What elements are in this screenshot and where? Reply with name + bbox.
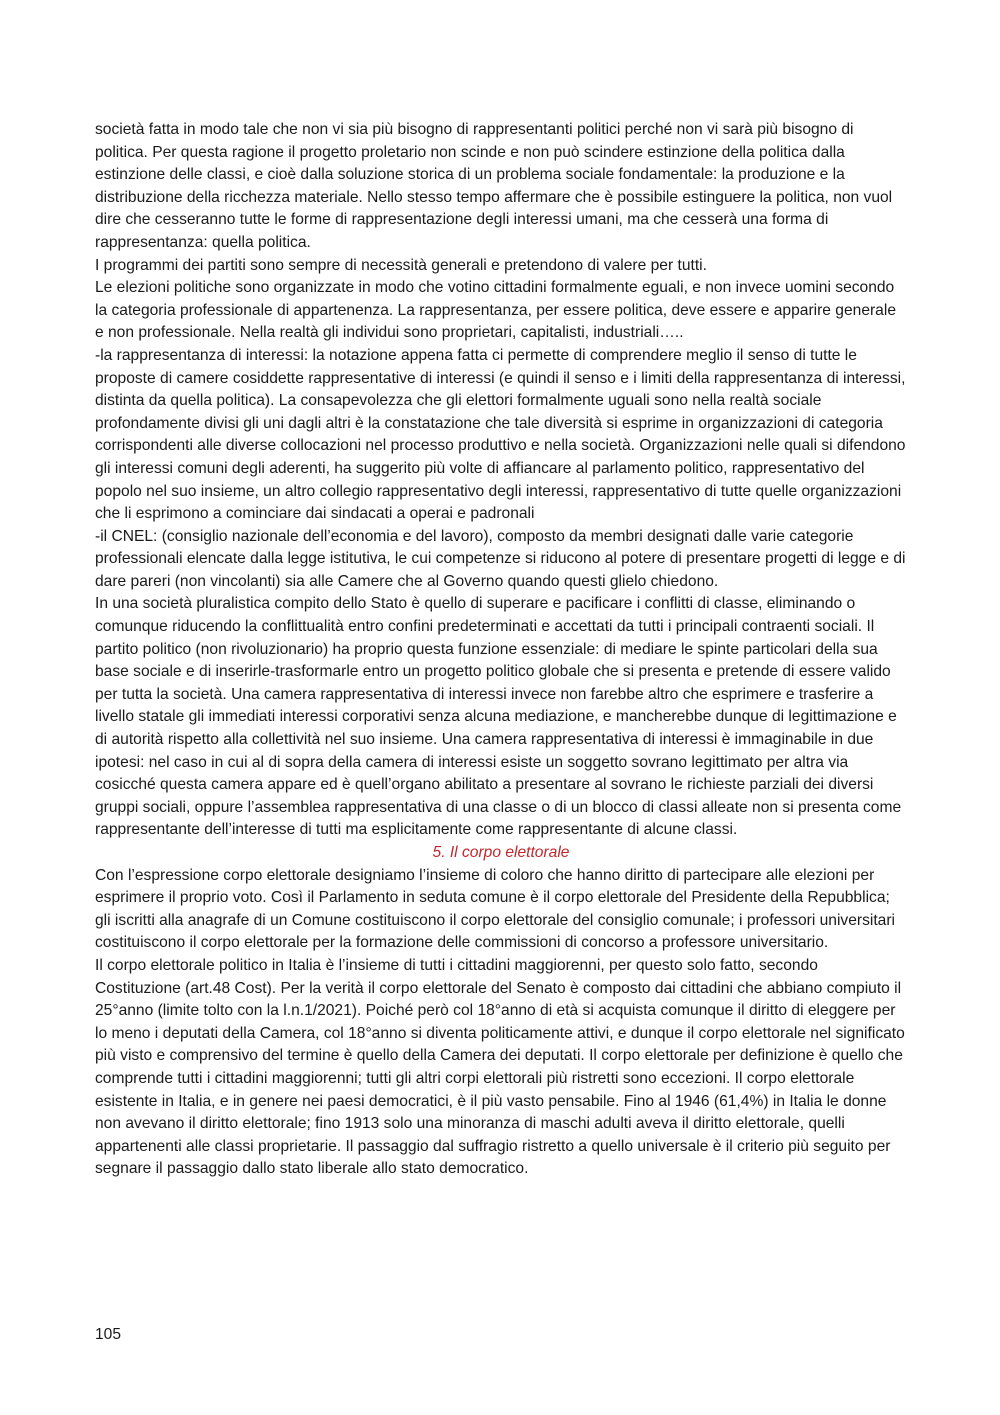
paragraph: -la rappresentanza di interessi: la notazione appena fatta ci permette di comprendere meglio il senso di tutte le proposte di camere cosiddette rappresentative di interessi (e quindi il senso e i limiti della rappresentanza di interessi, distinta da quella politica). La consapevolezza che gli elettori formalmente uguali sono nella realtà sociale profondamente divisi gli uni dagli altri è la constatazione che tale diversità si esprime in organizzazioni di categoria corrispondenti alle diverse collocazioni nel processo produttivo e nella società. Organizzazioni nelle quali si difendono gli interessi comuni degli aderenti, ha suggerito più volte di affiancare al parlamento politico, rappresentativo del popolo nel suo insieme, un altro collegio rappresentativo degli interessi, rappresentativo di tutte quelle organizzazioni che li esprimono a cominciare dai sindacati a operai e padronali	[95, 346, 906, 523]
paragraph: Le elezioni politiche sono organizzate in modo che votino cittadini formalmente eguali, e non invece uomini secondo la categoria professionale di appartenenza. La rappresentanza, per essere politica, deve essere e apparire generale e non professionale. Nella realtà gli individui sono proprietari, capitalisti, industriali…..	[95, 279, 896, 342]
paragraph: Con l’espressione corpo elettorale designiamo l’insieme di coloro che hanno diritto di partecipare alle elezioni per esprimere il proprio voto. Così il Parlamento in seduta comune è il corpo elettorale del Presidente della Repubblica; gli iscritti alla anagrafe di un Comune costituiscono il corpo elettorale del consiglio comunale; i professori universitari costituiscono il corpo elettorale per la formazione delle commissioni di concorso a professore universitario.	[95, 866, 896, 952]
page-number: 105	[95, 1326, 122, 1343]
paragraph: -il CNEL: (consiglio nazionale dell’economia e del lavoro), composto da membri designati dalle varie categorie professionali elencate dalla legge istitutiva, le cui competenze si riducono al potere di presentare progetti di legge e di dare pareri (non vincolanti) sia alle Camere che al Governo quando questi glielo chiedono.	[95, 527, 906, 590]
paragraph: Il corpo elettorale politico in Italia è l’insieme di tutti i cittadini maggiorenni, per questo solo fatto, secondo Costituzione (art.48 Cost). Per la verità il corpo elettorale del Senato è composto dai cittadini che abbiano compiuto il 25°anno (limite tolto con la l.n.1/2021). Poiché però col 18°anno di età si acquista comunque il diritto di eleggere per lo meno i deputati della Camera, col 18°anno si diventa politicamente attivi, e dunque il corpo elettorale nel significato più visto e comprensivo del termine è quello della Camera dei deputati. Il corpo elettorale per definizione è quello che comprende tutti i cittadini maggiorenni; tutti gli altri corpi elettorali più ristretti sono eccezioni. Il corpo elettorale esistente in Italia, e in genere nei paesi democratici, è il più vasto pensabile. Fino al 1946 (61,4%) in Italia le donne non avevano il diritto elettorale; fino 1913 solo una minoranza di maschi adulti aveva il diritto elettorale, quelli appartenenti alle classi proprietarie. Il passaggio dal suffragio ristretto a quello universale è il criterio più seguito per segnare il passaggio dallo stato liberale allo stato democratico.	[95, 956, 905, 1178]
paragraph: I programmi dei partiti sono sempre di necessità generali e pretendono di valere per tutti.	[95, 256, 707, 274]
document-body	[95, 119, 907, 1181]
paragraph: società fatta in modo tale che non vi sia più bisogno di rappresentanti politici perché non vi sarà più bisogno di politica. Per questa ragione il progetto proletario non scinde e non può scindere estinzione della politica dalla estinzione delle classi, e cioè dalla soluzione storica di un problema sociale fondamentale: la produzione e la distribuzione della ricchezza materiale. Nello stesso tempo affermare che è possibile estinguere la politica, non vuol dire che cesseranno tutte le forme di rappresentazione degli interessi umani, ma che cesserà una forma di rappresentanza: quella politica.	[95, 121, 893, 251]
section-title: 5. Il corpo elettorale	[432, 844, 570, 861]
paragraph: In una società pluralistica compito dello Stato è quello di superare e pacificare i conflitti di classe, eliminando o comunque riducendo la conflittualità entro confini predeterminati e accettati da tutti i principali contraenti sociali. Il partito politico (non rivoluzionario) ha proprio questa funzione essenziale: di mediare le spinte particolari della sua base sociale e di inserirle-trasformarle entro un progetto politico globale che si presenta e pretende di essere valido per tutta la società. Una camera rappresentativa di interessi invece non farebbe altro che esprimere e trasferire a livello statale gli immediati interessi corporativi senza alcuna mediazione, e mancherebbe dunque di legittimazione e di autorità rispetto alla collettività nel suo insieme. Una camera rappresentativa di interessi è immaginabile in due ipotesi: nel caso in cui al di sopra della camera di interessi esiste un soggetto sovrano legittimato per altra via cosicché questa camera appare ed è quell’organo abilitato a presentare al sovrano le richieste parziali dei diversi gruppi sociali, oppure l’assemblea rappresentativa di una classe o di un blocco di classi alleate non si presenta come rappresentante dell’interesse di tutti ma esplicitamente come rappresentante di alcune classi.	[95, 595, 902, 839]
